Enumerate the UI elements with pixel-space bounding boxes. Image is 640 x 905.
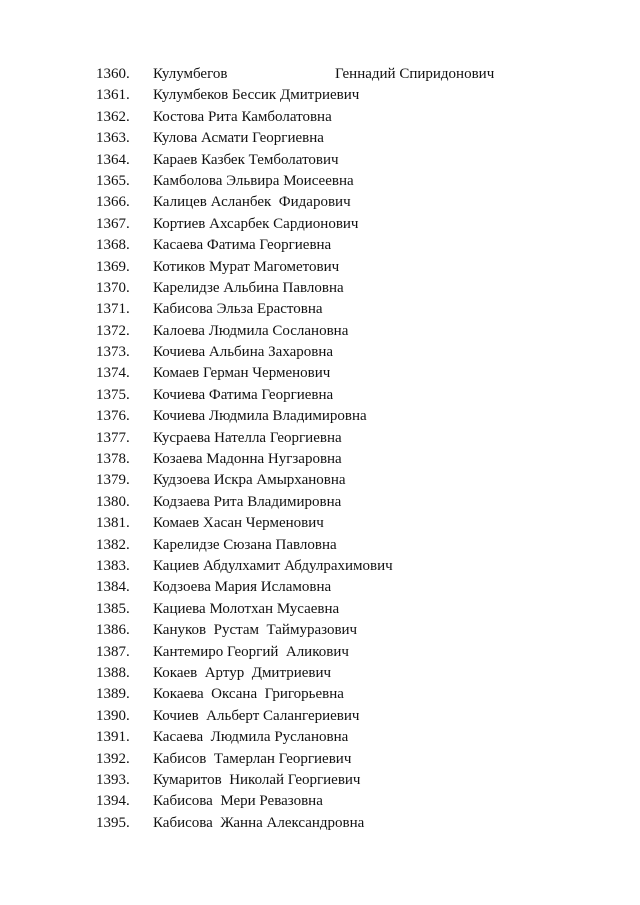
entry-name: Кулова Асмати Георгиевна [153, 130, 324, 147]
list-item [0, 171, 640, 192]
entry-number: 1387. [96, 643, 130, 660]
entry-number: 1365. [96, 172, 130, 189]
list-item [0, 513, 640, 534]
list-item [0, 321, 640, 342]
entry-number: 1383. [96, 557, 130, 574]
entry-name: Козаева Мадонна Нугзаровна [153, 451, 342, 468]
list-item [0, 535, 640, 556]
entry-name: Калицев Асланбек Фидарович [153, 194, 351, 211]
list-item [0, 470, 640, 491]
list-item [0, 620, 640, 641]
list-item [0, 428, 640, 449]
entry-number: 1389. [96, 686, 130, 703]
name-list [0, 64, 640, 834]
entry-number: 1374. [96, 365, 130, 382]
entry-name: Кабисова Эльза Ерастовна [153, 301, 323, 318]
entry-number: 1384. [96, 579, 130, 596]
entry-number: 1381. [96, 515, 130, 532]
entry-number: 1364. [96, 151, 130, 168]
entry-number: 1379. [96, 472, 130, 489]
list-item [0, 813, 640, 834]
entry-name: Кокаева Оксана Григорьевна [153, 686, 344, 703]
entry-name: Кокаев Артур Дмитриевич [153, 664, 332, 681]
list-item [0, 684, 640, 705]
entry-number: 1376. [96, 408, 130, 425]
entry-number: 1367. [96, 215, 130, 232]
entry-number: 1372. [96, 322, 130, 339]
entry-name: Кодзаева Рита Владимировна [153, 493, 342, 510]
entry-number: 1366. [96, 194, 130, 211]
entry-name: Кантемиро Георгий Аликович [153, 643, 349, 660]
list-item [0, 749, 640, 770]
list-item [0, 150, 640, 171]
entry-name: Кодзоева Мария Исламовна [153, 579, 332, 596]
entry-name: Кабисов Тамерлан Георгиевич [153, 750, 352, 767]
entry-number: 1390. [96, 707, 130, 724]
list-item [0, 214, 640, 235]
list-item [0, 107, 640, 128]
entry-number: 1361. [96, 87, 130, 104]
entry-number: 1363. [96, 130, 130, 147]
entry-number: 1368. [96, 237, 130, 254]
entry-name: Комаев Герман Черменович [153, 365, 331, 382]
entry-name: Калоева Людмила Сослановна [153, 322, 349, 339]
entry-number: 1394. [96, 793, 130, 810]
list-item [0, 577, 640, 598]
entry-name: Кочиева Людмила Владимировна [153, 408, 367, 425]
entry-name: Караев Казбек Темболатович [153, 151, 339, 168]
entry-name: Кочиева Альбина Захаровна [153, 344, 334, 361]
list-item [0, 791, 640, 812]
list-item [0, 299, 640, 320]
entry-number: 1370. [96, 279, 130, 296]
entry-name: Комаев Хасан Черменович [153, 515, 324, 532]
entry-name: Кациев Абдулхамит Абдулрахимович [153, 557, 393, 574]
list-item [0, 663, 640, 684]
list-item [0, 64, 640, 85]
entry-number: 1380. [96, 493, 130, 510]
entry-number: 1385. [96, 600, 130, 617]
entry-number: 1373. [96, 344, 130, 361]
list-item [0, 342, 640, 363]
entry-number: 1378. [96, 451, 130, 468]
list-item [0, 235, 640, 256]
entry-name: Кортиев Ахсарбек Сардионович [153, 215, 359, 232]
entry-number: 1369. [96, 258, 130, 275]
entry-number: 1388. [96, 664, 130, 681]
list-item [0, 363, 640, 384]
entry-name: Кулумбегов [153, 66, 228, 82]
list-item [0, 599, 640, 620]
entry-name: Котиков Мурат Магометович [153, 258, 340, 275]
entry-number: 1377. [96, 429, 130, 446]
list-item [0, 727, 640, 748]
entry-number: 1386. [96, 622, 130, 639]
list-item [0, 257, 640, 278]
entry-name: Карелидзе Сюзана Павловна [153, 536, 337, 553]
list-item [0, 449, 640, 470]
list-item [0, 706, 640, 727]
entry-name: Кулумбеков Бессик Дмитриевич [153, 87, 360, 104]
entry-name: Кудзоева Искра Амырхановна [153, 472, 346, 489]
entry-name: Кочиева Фатима Георгиевна [153, 386, 334, 403]
entry-number: 1360. [96, 66, 130, 82]
entry-name: Касаева Людмила Руслановна [153, 729, 349, 746]
list-item [0, 385, 640, 406]
entry-name: Карелидзе Альбина Павловна [153, 279, 344, 296]
entry-name: Кабисова Жанна Александровна [153, 814, 365, 831]
entry-name: Кумаритов Николай Георгиевич [153, 771, 361, 788]
entry-number: 1371. [96, 301, 130, 318]
entry-name: Кануков Рустам Таймуразович [153, 622, 358, 639]
list-item [0, 85, 640, 106]
list-item [0, 492, 640, 513]
entry-name: Кациева Молотхан Мусаевна [153, 600, 340, 617]
entry-name: Кабисова Мери Ревазовна [153, 793, 323, 810]
list-item [0, 556, 640, 577]
list-item [0, 278, 640, 299]
list-item [0, 192, 640, 213]
list-item [0, 406, 640, 427]
entry-name-continuation: Геннадий Спиридонович [335, 66, 495, 82]
entry-name: Касаева Фатима Георгиевна [153, 237, 332, 254]
entry-number: 1382. [96, 536, 130, 553]
list-item [0, 642, 640, 663]
entry-number: 1375. [96, 386, 130, 403]
entry-number: 1391. [96, 729, 130, 746]
entry-number: 1392. [96, 750, 130, 767]
list-item [0, 128, 640, 149]
entry-number: 1395. [96, 814, 130, 831]
entry-number: 1362. [96, 108, 130, 125]
entry-name: Кочиев Альберт Салангериевич [153, 707, 360, 724]
entry-number: 1393. [96, 771, 130, 788]
list-item [0, 770, 640, 791]
entry-name: Костова Рита Камболатовна [153, 108, 332, 125]
entry-name: Кусраева Нателла Георгиевна [153, 429, 342, 446]
entry-name: Камболова Эльвира Моисеевна [153, 172, 354, 189]
